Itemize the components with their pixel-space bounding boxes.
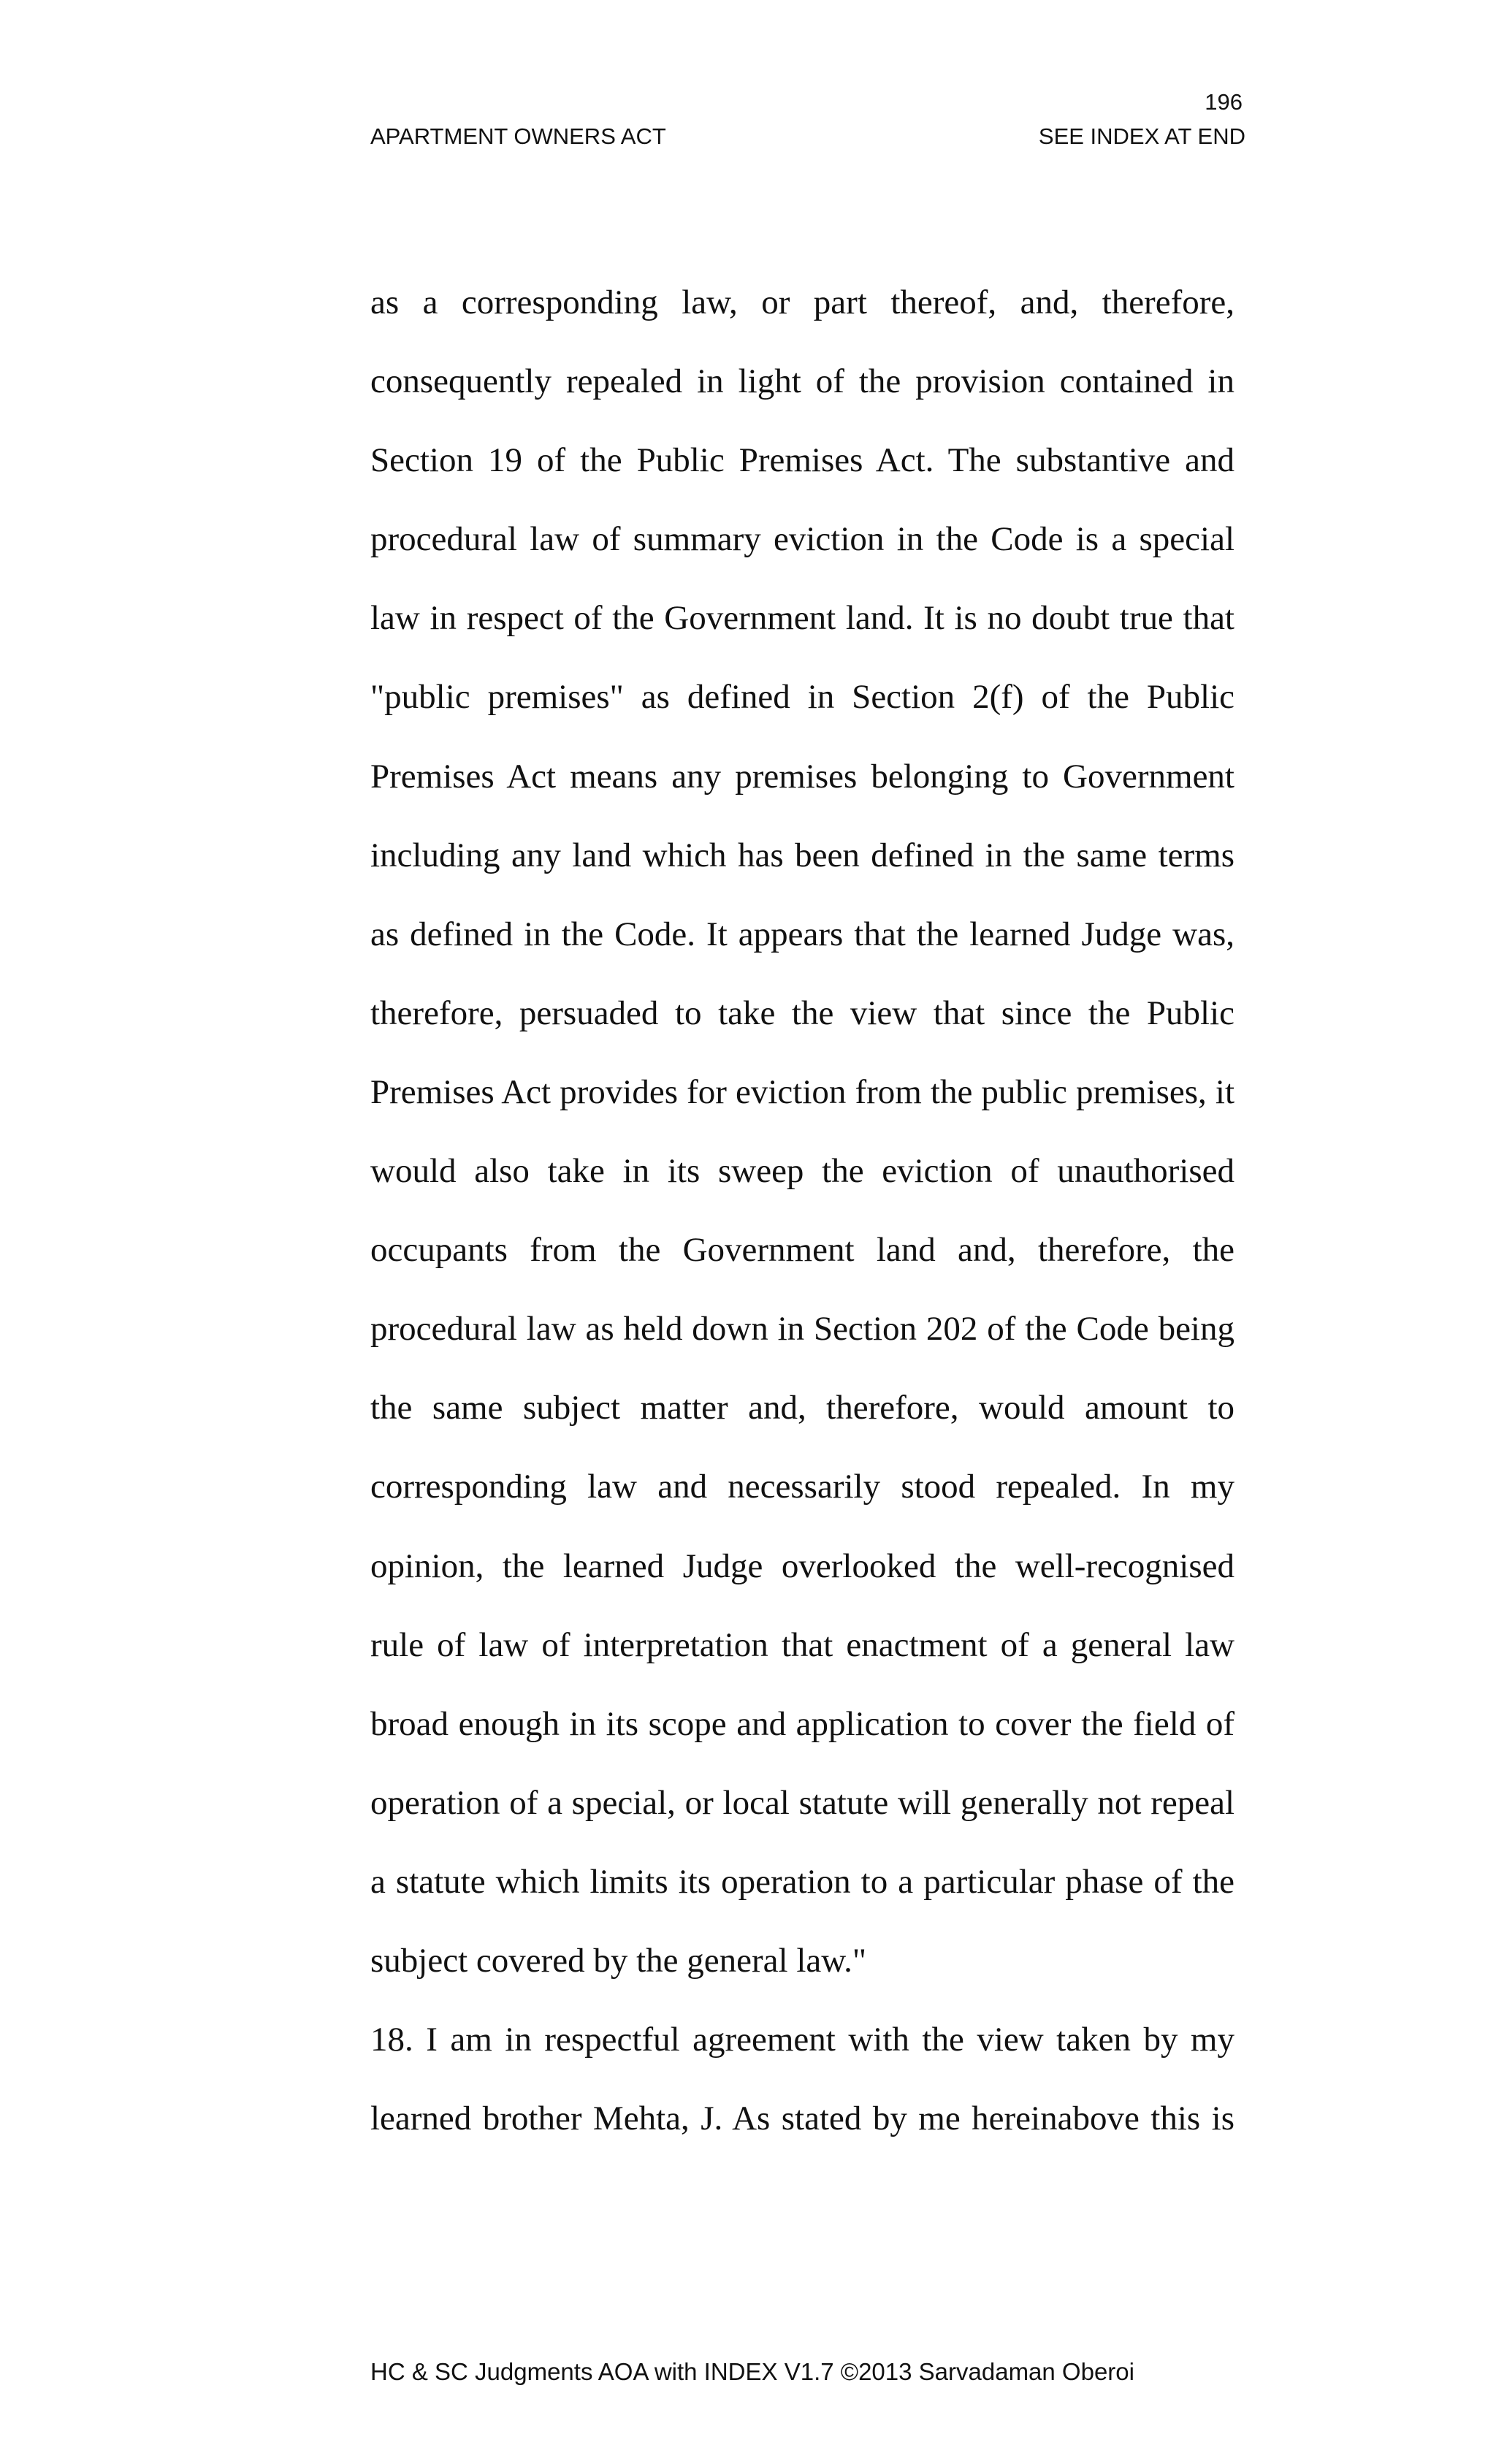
body-line: opinion, the learned Judge overlooked the well-recognised bbox=[370, 1546, 1234, 1585]
body-line: Premises Act means any premises belonging to Government bbox=[370, 757, 1234, 796]
body-line: operation of a special, or local statute will generally not repeal bbox=[370, 1783, 1234, 1822]
body-line: procedural law as held down in Section 202 of the Code being bbox=[370, 1310, 1234, 1349]
body-line: the same subject matter and, therefore, would amount to bbox=[370, 1389, 1234, 1427]
body-line: Section 19 of the Public Premises Act. The substantive and bbox=[370, 441, 1234, 480]
body-line: "public premises" as defined in Section 2(f) of the Public bbox=[370, 678, 1234, 717]
paragraph-18-line: learned brother Mehta, J. As stated by me hereinabove this is bbox=[370, 2099, 1234, 2138]
body-line: including any land which has been defined in the same terms bbox=[370, 836, 1234, 874]
body-line: corresponding law and necessarily stood repealed. In my bbox=[370, 1468, 1234, 1506]
body-line: rule of law of interpretation that enactment of a general law bbox=[370, 1625, 1234, 1664]
footer-copyright: HC & SC Judgments AOA with INDEX V1.7 ©2013 Sarvadaman Oberoi bbox=[370, 2358, 1134, 2385]
paragraph-18-line: 18. I am in respectful agreement with the view taken by my bbox=[370, 2021, 1234, 2059]
body-line: therefore, persuaded to take the view that since the Public bbox=[370, 993, 1234, 1032]
running-header-index-note: SEE INDEX AT END bbox=[1038, 123, 1245, 149]
body-line: occupants from the Government land and, therefore, the bbox=[370, 1231, 1234, 1270]
body-line: Premises Act provides for eviction from the public premises, it bbox=[370, 1072, 1234, 1111]
body-line: as a corresponding law, or part thereof, and, therefore, bbox=[370, 283, 1234, 321]
running-header-title: APARTMENT OWNERS ACT bbox=[370, 123, 666, 149]
page-number: 196 bbox=[1205, 89, 1243, 115]
body-line: as defined in the Code. It appears that the learned Judge was, bbox=[370, 915, 1234, 953]
body-line: would also take in its sweep the eviction of unauthorised bbox=[370, 1152, 1234, 1191]
body-line: procedural law of summary eviction in the Code is a special bbox=[370, 520, 1234, 559]
body-line: broad enough in its scope and application to cover the field of bbox=[370, 1704, 1234, 1743]
body-line: law in respect of the Government land. It is no doubt true that bbox=[370, 599, 1234, 638]
body-line: a statute which limits its operation to a particular phase of the bbox=[370, 1862, 1234, 1901]
body-line-paragraph-end: subject covered by the general law." bbox=[370, 1941, 867, 1980]
body-line: consequently repealed in light of the provision contained in bbox=[370, 362, 1234, 401]
judgment-body-text bbox=[370, 263, 1234, 2158]
